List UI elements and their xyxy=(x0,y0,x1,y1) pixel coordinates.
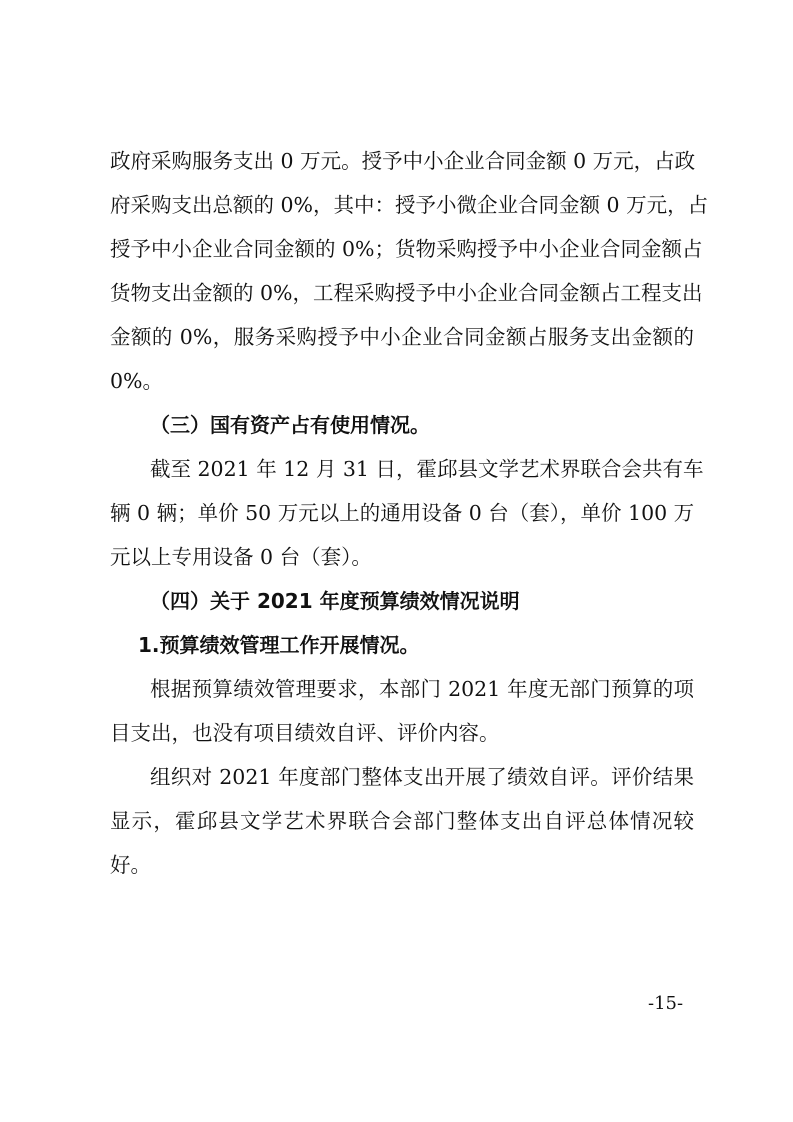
assets-line-2: 辆 0 辆；单价 50 万元以上的通用设备 0 台（套），单价 100 万 xyxy=(110,501,695,525)
performance-para2-line-3: 好。 xyxy=(110,853,151,877)
assets-line-3: 元以上专用设备 0 台（套）。 xyxy=(110,545,372,569)
section-4-subheading: 1.预算绩效管理工作开展情况。 xyxy=(138,633,420,657)
performance-para1-line-1: 根据预算绩效管理要求，本部门 2021 年度无部门预算的项 xyxy=(150,677,694,701)
section-4-heading: （四）关于 2021 年度预算绩效情况说明 xyxy=(150,589,520,613)
procurement-line-5: 金额的 0%，服务采购授予中小企业合同金额占服务支出金额的 xyxy=(110,325,694,349)
procurement-line-2: 府采购支出总额的 0%，其中：授予小微企业合同金额 0 万元，占 xyxy=(110,193,709,217)
performance-para2-line-2: 显示，霍邱县文学艺术界联合会部门整体支出自评总体情况较 xyxy=(110,809,694,833)
assets-line-1: 截至 2021 年 12 月 31 日，霍邱县文学艺术界联合会共有车 xyxy=(150,457,704,481)
procurement-line-4: 货物支出金额的 0%，工程采购授予中小企业合同金额占工程支出 xyxy=(110,281,703,305)
procurement-line-6: 0%。 xyxy=(110,369,164,393)
procurement-line-1: 政府采购服务支出 0 万元。授予中小企业合同金额 0 万元，占政 xyxy=(110,149,696,173)
performance-para1-line-2: 目支出，也没有项目绩效自评、评价内容。 xyxy=(110,721,500,745)
section-3-heading: （三）国有资产占有使用情况。 xyxy=(150,413,430,437)
procurement-line-3: 授予中小企业合同金额的 0%；货物采购授予中小企业合同金额占 xyxy=(110,237,703,261)
page-number: -15- xyxy=(648,993,684,1014)
performance-para2-line-1: 组织对 2021 年度部门整体支出开展了绩效自评。评价结果 xyxy=(150,765,694,789)
